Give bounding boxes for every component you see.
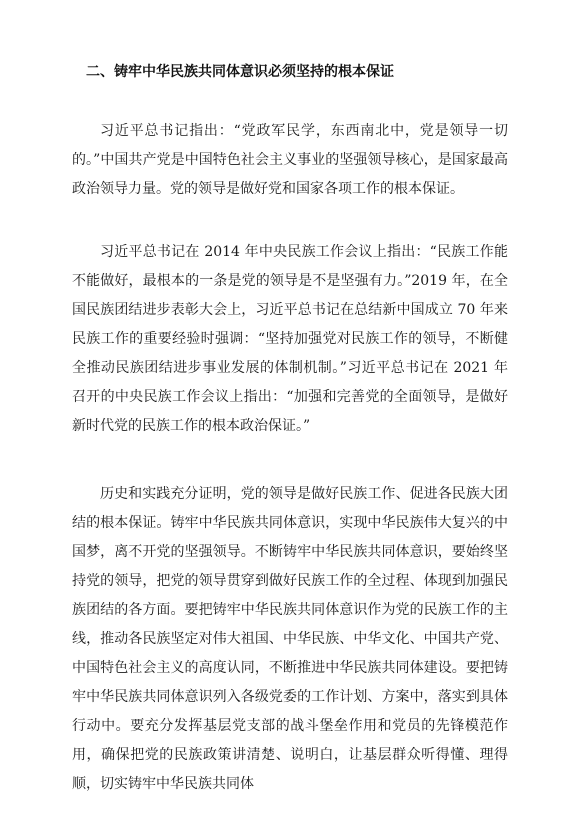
paragraph-3: 历史和实践充分证明，党的领导是做好民族工作、促进各民族大团结的根本保证。铸牢中华民族共同体意识，实现中华民族伟大复兴的中国梦，离不开党的坚强领导。不断铸牢中华民族共同体意识，要始终坚持党的领导，把党的领导贯穿到做好民族工作的全过程、体现到加强民族团结的各方面。要把铸牢中华民族共同体意识作为党的民族工作的主线，推动各民族坚定对伟大祖国、中华民族、中华文化、中国共产党、中国特色社会主义的高度认同，不断推进中华民族共同体建设。要把铸牢中华民族共同体意识列入各级党委的工作计划、方案中，落实到具体行动中。要充分发挥基层党支部的战斗堡垒作用和党员的先锋模范作用，确保把党的民族政策讲清楚、说明白，让基层群众听得懂、理得顺，切实铸牢中华民族共同体: [72, 486, 508, 792]
section-heading: 二、铸牢中华民族共同体意识必须坚持的根本保证: [86, 64, 394, 80]
paragraph-2: 习近平总书记在 2014 年中央民族工作会议上指出：“民族工作能不能做好，最根本的一条是党的领导是不是坚强有力。”2019 年，在全国民族团结进步表彰大会上，习近平总书记在总结新中国成立 70 年来民族工作的重要经验时强调：“坚持加强党对民族工作的领导，不断健全推动民族团结进步事业发展的体制机制。”习近平总书记在 2021 年召开的中央民族工作会议上指出：“加强和完善党的全面领导，是做好新时代党的民族工作的根本政治保证。”: [72, 244, 508, 434]
paragraph-1: 习近平总书记指出：“党政军民学，东西南北中，党是领导一切的。”中国共产党是中国特色社会主义事业的坚强领导核心，是国家最高政治领导力量。党的领导是做好党和国家各项工作的根本保证。: [72, 123, 508, 197]
